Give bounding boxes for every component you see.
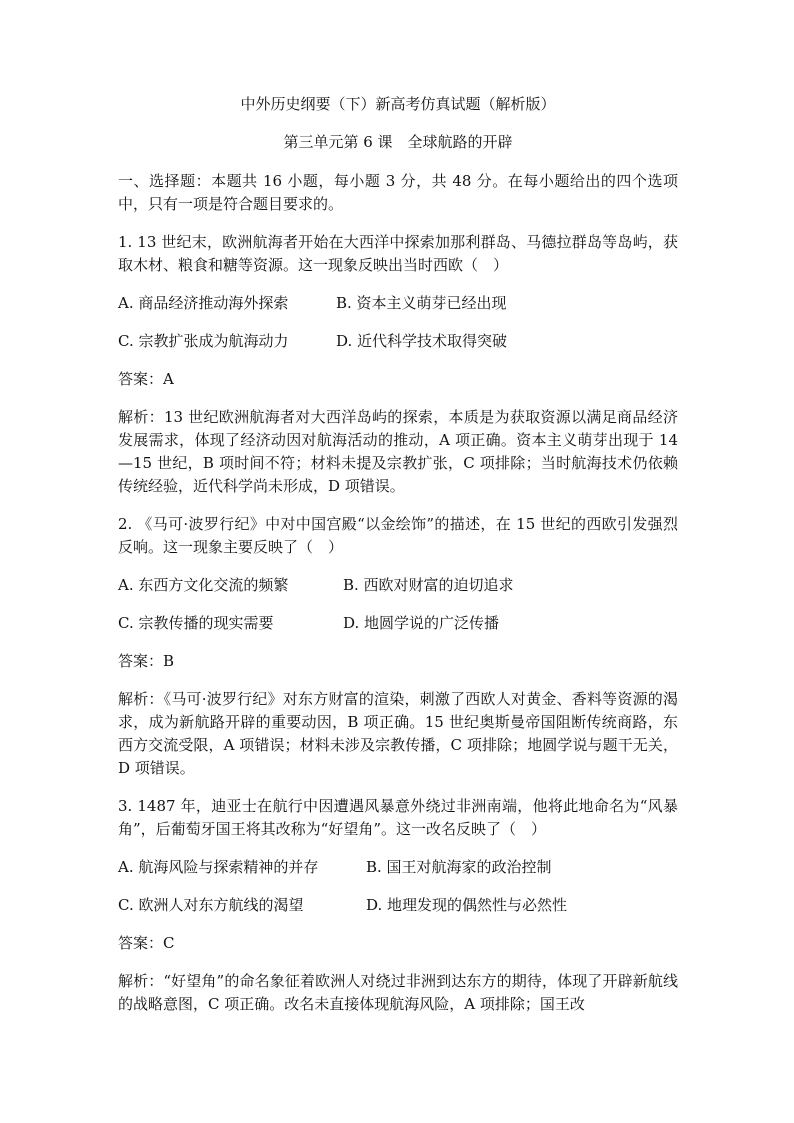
document-page	[118, 92, 678, 1031]
answer: 答案：B	[118, 652, 175, 670]
option-b: B. 西欧对财富的迫切追求	[343, 576, 514, 594]
question-stem: 2. 《马可·波罗行纪》中对中国宫殿“以金绘饰”的描述，在 15 世纪的西欧引发强烈反响。这一现象主要反映了（ ）	[118, 515, 678, 556]
answer: 答案：C	[118, 934, 175, 952]
options-row	[118, 612, 678, 635]
analysis: 解析：“好望角”的命名象征着欧洲人对绕过非洲到达东方的期待，体现了开辟新航线的战略意图，C 项正确。改名未直接体现航海风险，A 项排除；国王改	[118, 972, 678, 1013]
option-b: B. 资本主义萌芽已经出现	[336, 294, 507, 312]
option-d: D. 近代科学技术取得突破	[336, 332, 508, 350]
option-c: C. 宗教传播的现实需要	[118, 614, 274, 632]
answer: 答案：A	[118, 370, 174, 388]
option-a: A. 东西方文化交流的频繁	[118, 576, 289, 594]
options-row	[118, 894, 678, 917]
option-a: A. 商品经济推动海外探索	[118, 294, 289, 312]
options-row	[118, 574, 678, 597]
option-a: A. 航海风险与探索精神的并存	[118, 858, 319, 876]
option-c: C. 欧洲人对东方航线的渴望	[118, 896, 304, 914]
options-row	[118, 292, 678, 315]
options-row	[118, 330, 678, 353]
analysis: 解析：13 世纪欧洲航海者对大西洋岛屿的探索，本质是为获取资源以满足商品经济发展需求，体现了经济动因对航海活动的推动，A 项正确。资本主义萌芽出现于 14—15 世纪，B 项时间不符；材料未提及宗教扩张，C 项排除；当时航海技术仍依赖传统经验，近代科学尚未形成，D 项错误。	[118, 408, 678, 495]
option-d: D. 地圆学说的广泛传播	[343, 614, 500, 632]
question-stem: 3. 1487 年，迪亚士在航行中因遭遇风暴意外绕过非洲南端，他将此地命名为“风暴角”，后葡萄牙国王将其改称为“好望角”。这一改名反映了（ ）	[118, 797, 678, 838]
section-intro: 一、选择题：本题共 16 小题，每小题 3 分，共 48 分。在每小题给出的四个选项中，只有一项是符合题目要求的。	[118, 172, 678, 213]
option-b: B. 国王对航海家的政治控制	[366, 858, 552, 876]
option-d: D. 地理发现的偶然性与必然性	[366, 896, 568, 914]
options-row	[118, 856, 678, 879]
option-c: C. 宗教扩张成为航海动力	[118, 332, 289, 350]
document-title: 中外历史纲要（下）新高考仿真试题（解析版）	[240, 95, 556, 113]
document-subtitle: 第三单元第 6 课 全球航路的开辟	[283, 133, 513, 151]
question-stem: 1. 13 世纪末，欧洲航海者开始在大西洋中探索加那利群岛、马德拉群岛等岛屿，获取木材、粮食和糖等资源。这一现象反映出当时西欧（ ）	[118, 233, 678, 274]
analysis: 解析：《马可·波罗行纪》对东方财富的渲染，刺激了西欧人对黄金、香料等资源的渴求，成为新航路开辟的重要动因，B 项正确。15 世纪奥斯曼帝国阻断传统商路，东西方交流受限，A 项错误；材料未涉及宗教传播，C 项排除；地圆学说与题干无关，D 项错误。	[118, 690, 678, 777]
